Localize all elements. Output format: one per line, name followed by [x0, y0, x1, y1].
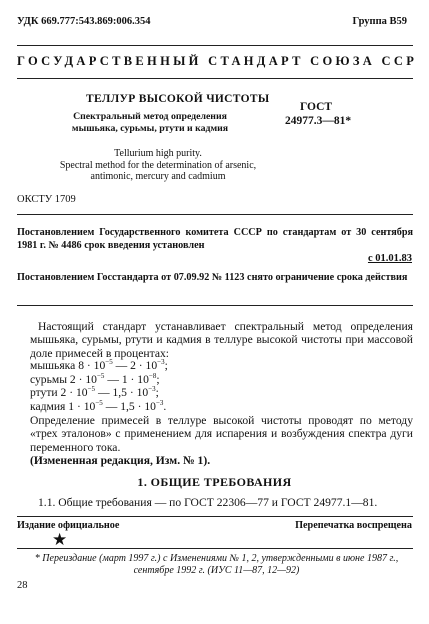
reissue-footnote: * Переиздание (март 1997 г.) с Изменениями № 1, 2, утвержденными в июне 1987 г., сентябре 1992 г. (ИУС 11—87, 12—92): [34, 553, 399, 576]
page-number: 28: [17, 580, 28, 591]
okstu-code: ОКСТУ 1709: [17, 194, 76, 205]
method-paragraph: Определение примесей в теллуре высокой чистоты проводят по методу «трех эталонов» с применением для испарения и возбуждения спектра дуги переменного тока.: [30, 414, 413, 454]
footer-rule: [17, 516, 413, 517]
reprint-prohibited: Перепечатка воспрещена: [295, 520, 412, 531]
decree-text: Постановлением Государственного комитета СССР по стандартам от 30 сентября 1981 г. № 4486 срок введения установлен: [17, 227, 413, 251]
list-item: ртути $2 \cdot 10^{-5}$ — $1,5 \cdot 10^{-3}$;: [30, 385, 159, 400]
gost-label: ГОСТ: [300, 101, 333, 113]
header-rule: [17, 78, 413, 79]
title-en-line-3: antimonic, mercury and cadmium: [90, 171, 226, 182]
effective-date: с 01.01.83: [367, 253, 412, 264]
section-title: 1. ОБЩИЕ ТРЕБОВАНИЯ: [137, 475, 292, 489]
udc-code: УДК 669.777:543.869:006.354: [17, 16, 151, 27]
state-standard-heading: ГОСУДАРСТВЕННЫЙ СТАНДАРТ СОЮЗА ССР: [17, 54, 418, 68]
list-item: сурьмы $2 \cdot 10^{-5}$ — $1 \cdot 10^{-8}$;: [30, 371, 160, 386]
top-rule: [17, 45, 413, 46]
official-edition: Издание официальное: [17, 520, 120, 531]
requirement-1-1: 1.1. Общие требования — по ГОСТ 22306—77 и ГОСТ 24977.1—81.: [38, 496, 378, 509]
footnote-rule: [17, 548, 413, 549]
title-en-line-2: Spectral method for the determination of arsenic,: [59, 159, 257, 171]
list-item: кадмия $1 \cdot 10^{-5}$ — $1,5 \cdot 10^{-3}$.: [30, 398, 167, 413]
decree-text-2: Постановлением Госстандарта от 07.09.92 № 1123 снято ограничение срока действия: [17, 272, 408, 283]
decree-rule: [17, 214, 413, 215]
standard-title-en: [48, 148, 268, 183]
star-icon: ★: [52, 530, 68, 549]
gost-number: 24977.3—81*: [285, 115, 352, 127]
list-item: мышьяка $8 \cdot 10^{-5}$ — $2 \cdot 10^{-3}$;: [30, 358, 168, 372]
title-en-line-1: Tellurium high purity.: [114, 148, 202, 159]
group-code: Группа В59: [352, 16, 407, 27]
impurity-list: [30, 359, 168, 413]
intro-paragraph: Настоящий стандарт устанавливает спектральный метод определения мышьяка, сурьмы, ртути и кадмия в теллуре высокой чистоты при массовой доле примесей в процентах:: [30, 320, 413, 360]
standard-subtitle-ru: Спектральный метод определения мышьяка, сурьмы, ртути и кадмия: [71, 111, 229, 134]
standard-title-ru: ТЕЛЛУР ВЫСОКОЙ ЧИСТОТЫ: [86, 93, 270, 105]
decree-bottom-rule: [17, 305, 413, 306]
revision-note: (Измененная редакция, Изм. № 1).: [30, 454, 211, 467]
